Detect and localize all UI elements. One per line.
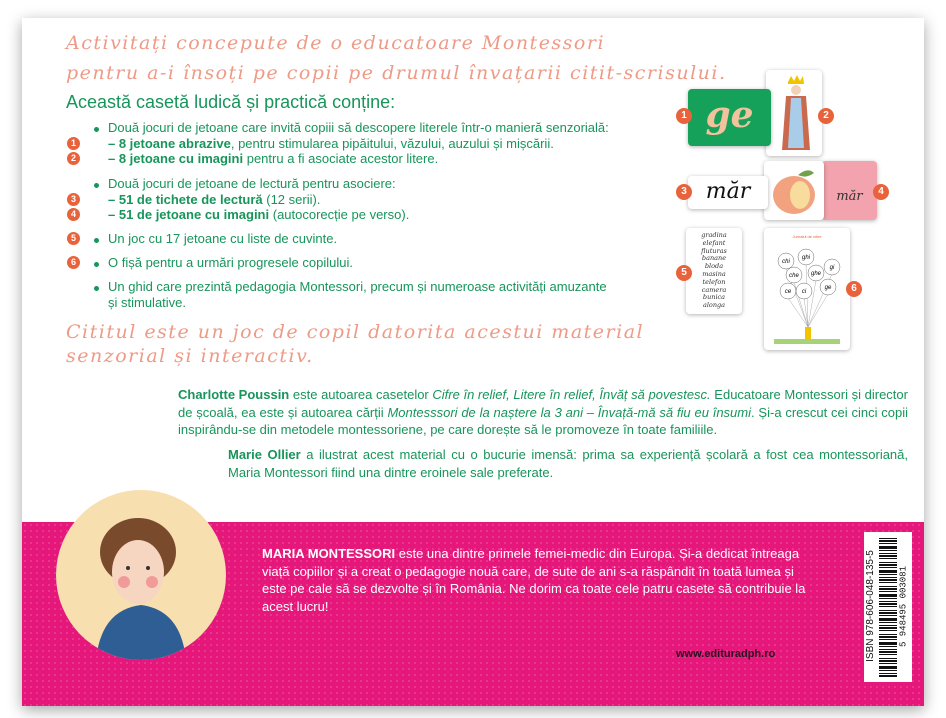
maria-montessori-bio: MARIA MONTESSORI este una dintre primele femei-medic din Europa. Și-a dedicat întreaga viață copiilor și a creat o pedagogie nouă care, de sute de ani s-a răspândit în toată lumea și este pe cale să se dezvolte și în România. Ne dorim ca toate cele patru casete să contribuie la acest lucru!: [262, 546, 806, 614]
barcode-bar: [879, 550, 897, 551]
barcode-bar: [879, 651, 897, 653]
item-4: O fișă pentru a urmări progresele copilului.: [108, 255, 353, 270]
barcode-bar: [879, 579, 897, 581]
barcode-bar: [879, 564, 897, 566]
barcode-bar: [879, 582, 897, 583]
balloon-label: che: [789, 273, 799, 279]
isbn-label: ISBN 978-606-048-135-5: [865, 550, 876, 662]
word-list-word: elefant: [702, 238, 726, 247]
maria-montessori-portrait: [56, 490, 226, 660]
author-charlotte-poussin: Charlotte Poussin este autoarea casetelor Cifre în relief, Litere în relief, Învăț să povestesc. Educatoare Montessori și director de școală, ea este și autoarea cărții Montesssori de la naștere la 3 ani – Învață-mă să fiu eu însumi. Și-a crescut cei cinci copii inspirându-se din metodele montessoriene, pe care dorește să le promoveze în toate familiile.: [178, 387, 909, 437]
badge-2: 2: [67, 152, 80, 165]
barcode-bar: [879, 594, 897, 597]
king-illustration: [766, 70, 822, 156]
portrait-illustration: [56, 490, 226, 660]
word-picture-card-back: măr: [822, 161, 877, 220]
card-badge-2: 2: [818, 108, 834, 124]
item-2a: – 51 de tichete de lectură (12 serii).: [108, 192, 321, 207]
intro-line-2: pentru a-i însoți pe copii pe drumul învațarii citit-scrisului.: [66, 62, 727, 84]
balloons-illustration: [764, 239, 850, 349]
barcode-bar: [879, 546, 897, 549]
barcode-bar: [879, 673, 897, 674]
balloon-label: ce: [784, 289, 792, 295]
barcode-bar: [879, 598, 897, 599]
barcode-bar: [879, 618, 897, 621]
barcode-bar: [879, 649, 897, 650]
balloon-label: ghi: [801, 255, 811, 261]
barcode-bar: [879, 663, 897, 664]
intro-line-1: Activitați concepute de o educatoare Montessori: [66, 32, 606, 54]
item-5a: Un ghid care prezintă pedagogia Montessori, precum și numeroase activități amuzante: [108, 279, 607, 294]
barcode-bar: [879, 555, 897, 557]
card-badge-5: 5: [676, 265, 692, 281]
item-2: Două jocuri de jetoane de lectură pentru asociere:: [108, 176, 396, 191]
barcode-bar: [879, 670, 897, 671]
word-list-card: [686, 228, 742, 314]
barcode-bar: [879, 630, 897, 631]
balloon-string: [788, 298, 808, 327]
badge-5: 5: [67, 232, 80, 245]
word-list-word: banane: [701, 254, 727, 263]
word-list-word: bloda: [704, 262, 724, 271]
badge-1: 1: [67, 137, 80, 150]
item-1: Două jocuri de jetoane care invită copiii să descopere literele într-o manieră senzorială:: [108, 120, 609, 135]
barcode-bar: [879, 562, 897, 563]
barcode-bar: [879, 666, 897, 669]
barcode-bar: [879, 574, 897, 575]
word-list-word: bunica: [702, 293, 726, 302]
grass: [774, 339, 840, 344]
barcode-bar: [879, 538, 897, 539]
barcode-digits: 5 948495 003081: [898, 566, 909, 648]
child-figure: [805, 327, 811, 339]
word-list-word: alonga: [702, 301, 726, 310]
reading-ticket-card: măr: [688, 176, 768, 209]
barcode-bar: [879, 642, 897, 645]
barcode-bar: [879, 570, 897, 573]
item-5b: și stimulative.: [108, 295, 187, 310]
outro-line: Cititul este un joc de copil datorita acestui material senzorial și interactiv.: [66, 321, 645, 367]
illustrator-marie-ollier: Marie Ollier a ilustrat acest material cu o bucurie imensă: prima sa experiență școlară a fost cea montessoriană, Maria Montessori fiind una dintre eroinele sale preferate.: [228, 447, 909, 480]
card-badge-3: 3: [676, 184, 692, 200]
badge-4: 4: [67, 208, 80, 221]
bullet: [94, 238, 99, 243]
barcode-bar: [879, 612, 897, 614]
badge-3: 3: [67, 193, 80, 206]
barcode-bar: [879, 615, 897, 616]
card-badge-6: 6: [846, 281, 862, 297]
barcode-bar: [879, 660, 897, 662]
item-3: Un joc cu 17 jetoane cu liste de cuvinte.: [108, 231, 338, 246]
barcode-bar: [879, 553, 897, 554]
barcode-bar: [879, 567, 897, 568]
barcode-bar: [879, 625, 897, 626]
progress-sheet-card: Jurnalul de citire chi ghi che ghe gi ce ci ge: [764, 228, 850, 350]
word-list-word: gradina: [701, 231, 727, 239]
item-1a: – 8 jetoane abrazive, pentru stimularea pipăitului, văzului, auzului și mișcării.: [108, 136, 554, 151]
contents-heading: Această casetă ludică și practică conține:: [66, 92, 396, 112]
balloon-label: gi: [829, 265, 835, 271]
balloon-label: ge: [824, 285, 832, 291]
card-badge-1: 1: [676, 108, 692, 124]
balloon-label: chi: [782, 259, 790, 265]
apple-illustration: [764, 161, 824, 220]
word-list-word: fluturas: [701, 246, 727, 255]
bullet: [94, 183, 99, 188]
bullet: [94, 262, 99, 267]
bullet: [94, 286, 99, 291]
barcode-bar: [879, 634, 897, 635]
barcode-bar: [879, 658, 897, 659]
balloon-label: ghe: [810, 271, 822, 277]
item-1b: – 8 jetoane cu imagini pentru a fi asociate acestor litere.: [108, 151, 439, 166]
barcode-bar: [879, 627, 897, 629]
word-list-word: telefon: [702, 277, 726, 286]
word-list-word: masina: [702, 269, 726, 278]
badge-6: 6: [67, 256, 80, 269]
barcode-bar: [879, 646, 897, 647]
abrasive-letter-card: ge: [688, 89, 771, 146]
barcode-bar: [879, 654, 897, 655]
barcode-bar: [879, 558, 897, 559]
website-link[interactable]: www.edituradph.ro: [676, 648, 776, 660]
bullet: [94, 127, 99, 132]
king-picture-card: [766, 70, 822, 156]
apple-picture-card: [764, 161, 824, 220]
barcode-bar: [879, 636, 897, 638]
barcode-bar: [879, 639, 897, 640]
barcode-bar: [879, 586, 897, 587]
barcode-bar: [879, 591, 897, 592]
card-badge-4: 4: [873, 184, 889, 200]
barcode-bar: [879, 606, 897, 607]
barcode-bar: [879, 577, 897, 578]
barcode-bar: [879, 540, 897, 542]
barcode-bar: [879, 610, 897, 611]
barcode-bar: [879, 675, 897, 677]
barcode-bar: [879, 543, 897, 544]
balloon-label: ci: [801, 289, 807, 295]
barcode-bar: [879, 622, 897, 623]
item-2b: – 51 de jetoane cu imagini (autocorecție pe verso).: [108, 207, 410, 222]
barcode-bar: [879, 601, 897, 602]
barcode: [864, 532, 912, 682]
barcode-bar: [879, 588, 897, 590]
word-list-word: camera: [701, 285, 727, 294]
barcode-bar: [879, 603, 897, 605]
